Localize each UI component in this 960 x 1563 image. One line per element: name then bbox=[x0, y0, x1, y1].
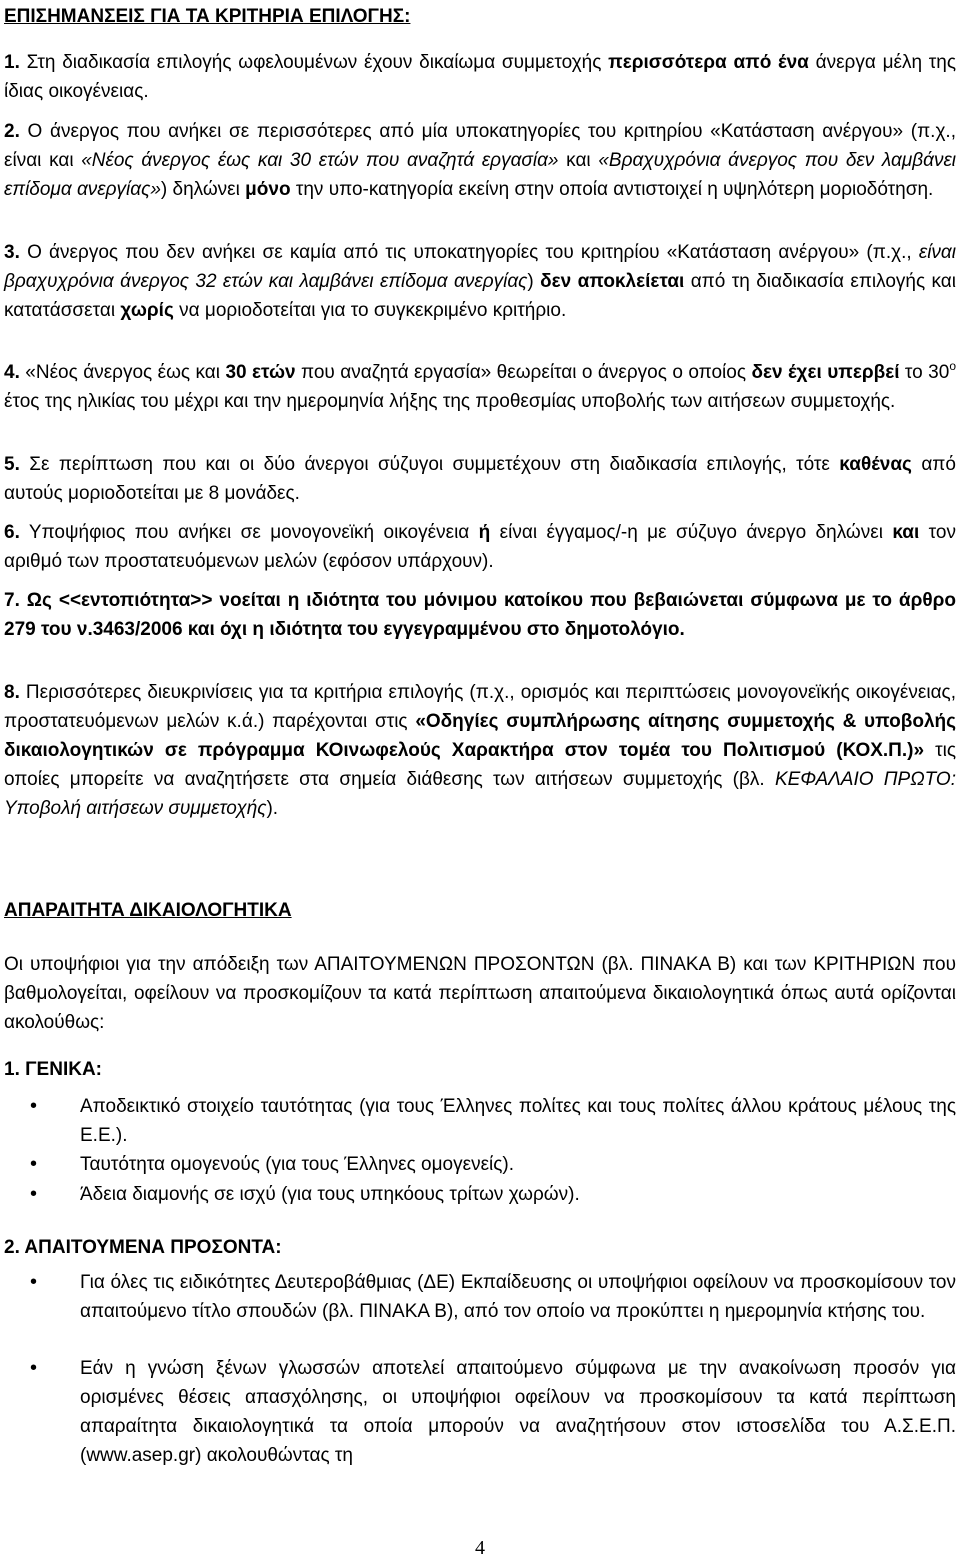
note-number: 6. bbox=[4, 522, 20, 543]
note-number: 5. bbox=[4, 454, 20, 475]
general-item: Αποδεικτικό στοιχείο ταυτότητας (για τους Έλληνες πολίτες και τους πολίτες άλλου κράτους μέλους της Ε.Ε.). bbox=[80, 1096, 956, 1146]
guide-reference: «Οδηγίες συμπλήρωσης αίτησης συμμετοχής & υποβολής δικαιολογητικών σε πρόγραμμα ΚΟινωφελούς Χαρακτήρα στον τομέα του Πολιτισμού (ΚΟΧ.Π.)» bbox=[4, 711, 956, 761]
note-number: 3. bbox=[4, 242, 20, 263]
general-item: Ταυτότητα ομογενούς (για τους Έλληνες ομογενείς). bbox=[80, 1154, 515, 1175]
note-emphasis: περισσότερα από ένα bbox=[608, 52, 809, 73]
note-text: Ο άνεργος που δεν ανήκει σε καμία από τις υποκατηγορίες του κριτηρίου «Κατάσταση ανέργου» (π.χ., bbox=[19, 242, 919, 263]
note-text: Περισσότερες διευκρινίσεις για τα κριτήρια επιλογής (π.χ., ορισμός και περιπτώσεις μονογονεϊκής οικογένειας, προστατευόμενων μελών κ.ά.) παρέχονται στις bbox=[4, 682, 956, 732]
note-2 bbox=[4, 117, 956, 204]
qualification-item: Εάν η γνώση ξένων γλωσσών αποτελεί απαιτούμενο σύμφωνα με την ανακοίνωση προσόν για ορισμένες θέσεις απασχόλησης, οι υποψήφιοι οφείλουν να προσκομίσουν τα κατά περίπτωση απαραίτητα δικαιολογητικά τα οποία μπορούν να αναζητήσουν στον ιστοσελίδα του Α.Σ.Ε.Π. (www.asep.gr) ακολουθώντας τη bbox=[80, 1358, 956, 1466]
general-item: Άδεια διαμονής σε ισχύ (για τους υπηκόους τρίτων χωρών). bbox=[80, 1184, 580, 1205]
note-italic: «Νέος άνεργος έως και 30 ετών που αναζητά εργασία» bbox=[81, 150, 559, 171]
note-text: το 30 bbox=[899, 362, 950, 383]
note-text: τις οποίες μπορείτε να αναζητήσετε στα σημεία διάθεσης των αιτήσεων συμμετοχής (βλ. bbox=[4, 740, 956, 790]
ordinal-superscript: ο bbox=[949, 359, 956, 373]
note-text: να μοριοδοτείται για το συγκεκριμένο κριτήριο. bbox=[173, 300, 567, 321]
bullet-icon: • bbox=[30, 1271, 38, 1293]
note-number: 2. bbox=[4, 121, 20, 142]
note-text: άνεργα μέλη της ίδιας οικογένειας. bbox=[4, 52, 957, 102]
note-text: είναι έγγαμος/-η με σύζυγο άνεργο δηλώνει bbox=[490, 522, 893, 543]
note-italic: «Βραχυχρόνια άνεργος που δεν λαμβάνει επίδομα ανεργίας» bbox=[4, 150, 957, 200]
bullet-icon: • bbox=[30, 1095, 38, 1117]
note-emphasis: δεν έχει υπερβεί bbox=[751, 362, 900, 383]
note-text: τον αριθμό των προστατευόμενων μελών (εφόσον υπάρχουν). bbox=[4, 522, 956, 572]
bullet-icon: • bbox=[30, 1153, 38, 1175]
note-text: Στη διαδικασία επιλογής ωφελουμένων έχουν δικαίωμα συμμετοχής bbox=[19, 52, 609, 73]
note-1 bbox=[4, 48, 956, 106]
note-text: την υπο-κατηγορία εκείνη στην οποία αντιστοιχεί η υψηλότερη μοριοδότηση. bbox=[290, 179, 934, 200]
note-7: 7. Ως <<εντοπιότητα>> νοείται η ιδιότητα του μόνιμου κατοίκου που βεβαιώνεται σύμφωνα με το άρθρο 279 του ν.3463/2006 και όχι η ιδιότητα του εγγεγραμμένου στο δημοτολόγιο. bbox=[4, 590, 956, 640]
note-text: Υποψήφιος που ανήκει σε μονογονεϊκή οικογένεια bbox=[19, 522, 479, 543]
note-emphasis: μόνο bbox=[245, 179, 291, 200]
bullet-icon: • bbox=[30, 1183, 38, 1205]
note-text: ) δηλώνει bbox=[160, 179, 246, 200]
note-emphasis: χωρίς bbox=[120, 300, 174, 321]
note-text: που αναζητά εργασία» θεωρείται ο άνεργος ο οποίος bbox=[295, 362, 752, 383]
note-emphasis: 30 ετών bbox=[225, 362, 296, 383]
note-number: 1. bbox=[4, 52, 20, 73]
note-number: 8. bbox=[4, 682, 20, 703]
criteria-notes-heading: ΕΠΙΣΗΜΑΝΣΕΙΣ ΓΙΑ ΤΑ ΚΡΙΤΗΡΙΑ ΕΠΙΛΟΓΗΣ: bbox=[4, 6, 411, 27]
note-8 bbox=[4, 678, 956, 823]
note-text: ). bbox=[266, 798, 279, 819]
section-general-title: 1. ΓΕΝΙΚΑ: bbox=[4, 1059, 102, 1080]
note-text: έτος της ηλικίας του μέχρι και την ημερομηνία λήξης της προθεσμίας υποβολής των αιτήσεων συμμετοχής. bbox=[4, 391, 896, 412]
note-text: και bbox=[558, 150, 599, 171]
note-text: Ο άνεργος που ανήκει σε περισσότερες από μία υποκατηγορίες του κριτηρίου «Κατάσταση ανέργου» (π.χ., είναι και bbox=[4, 121, 956, 171]
note-text: Σε περίπτωση που και οι δύο άνεργοι σύζυγοι συμμετέχουν στη διαδικασία επιλογής, τότε bbox=[19, 454, 840, 475]
note-4 bbox=[4, 358, 956, 416]
note-emphasis: δεν αποκλείεται bbox=[540, 271, 685, 292]
note-5 bbox=[4, 450, 956, 508]
note-6 bbox=[4, 518, 956, 576]
page-number: 4 bbox=[475, 1537, 485, 1559]
intro-paragraph: Οι υποψήφιοι για την απόδειξη των ΑΠΑΙΤΟΥΜΕΝΩΝ ΠΡΟΣΟΝΤΩΝ (βλ. ΠΙΝΑΚΑ Β) και των ΚΡΙΤΗΡΙΩΝ που βαθμολογείται, οφείλουν να προσκομίζουν τα κατά περίπτωση απαιτούμενα δικαιολογητικά όπως αυτά ορίζονται ακολούθως: bbox=[4, 954, 956, 1033]
chapter-reference: ΚΕΦΑΛΑΙΟ ΠΡΩΤΟ: Υποβολή αιτήσεων συμμετοχής bbox=[4, 769, 956, 819]
note-emphasis: καθένας bbox=[839, 454, 912, 475]
qualification-item: Για όλες τις ειδικότητες Δευτεροβάθμιας (ΔΕ) Εκπαίδευσης οι υποψήφιοι οφείλουν να προσκομίσουν τον απαιτούμενο τίτλο σπουδών (βλ. ΠΙΝΑΚΑ Β), από τον οποίο να προκύπτει η ημερομηνία κτήσης του. bbox=[80, 1272, 956, 1322]
note-number: 4. bbox=[4, 362, 20, 383]
note-text: «Νέος άνεργος έως και bbox=[19, 362, 226, 383]
note-text: ) bbox=[527, 271, 541, 292]
note-text: από τη διαδικασία επιλογής και κατατάσσεται bbox=[4, 271, 957, 321]
note-italic: είναι βραχυχρόνια άνεργος 32 ετών και λαμβάνει επίδομα ανεργίας bbox=[4, 242, 956, 292]
note-3 bbox=[4, 238, 956, 325]
bullet-icon: • bbox=[30, 1357, 38, 1379]
note-emphasis: και bbox=[892, 522, 920, 543]
note-emphasis: ή bbox=[478, 522, 491, 543]
required-documents-heading: ΑΠΑΡΑΙΤΗΤΑ ΔΙΚΑΙΟΛΟΓΗΤΙΚΑ bbox=[4, 900, 292, 921]
section-qualifications-title: 2. ΑΠΑΙΤΟΥΜΕΝΑ ΠΡΟΣΟΝΤΑ: bbox=[4, 1237, 282, 1258]
note-text: από αυτούς μοριοδοτείται με 8 μονάδες. bbox=[4, 454, 956, 504]
